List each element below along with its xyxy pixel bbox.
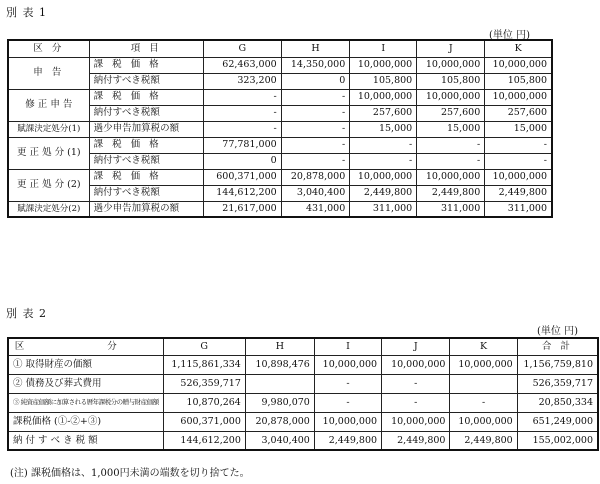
header-cell: H bbox=[281, 40, 350, 57]
value-cell: 105,800 bbox=[417, 73, 485, 89]
value-cell: 9,980,070 bbox=[245, 393, 314, 412]
value-cell: - bbox=[417, 137, 485, 153]
section-cell: 賦課決定処分(2) bbox=[8, 201, 89, 217]
value-cell: 14,350,000 bbox=[281, 57, 350, 73]
table-row bbox=[8, 185, 552, 201]
value-cell: 431,000 bbox=[281, 201, 350, 217]
value-cell: 2,449,800 bbox=[382, 431, 450, 450]
value-cell: 10,898,476 bbox=[245, 355, 314, 374]
header-cell: I bbox=[350, 40, 417, 57]
value-cell: 15,000 bbox=[417, 121, 485, 137]
item-cell: 過少申告加算税の額 bbox=[89, 121, 203, 137]
value-cell: - bbox=[281, 89, 350, 105]
header-cell: J bbox=[382, 338, 450, 355]
table-row bbox=[8, 412, 598, 431]
item-cell: 課 税 価 格 bbox=[89, 57, 203, 73]
annex2-table bbox=[7, 337, 599, 451]
value-cell: - bbox=[281, 137, 350, 153]
value-cell: 257,600 bbox=[350, 105, 417, 121]
value-cell: - bbox=[281, 105, 350, 121]
value-cell: 3,040,400 bbox=[245, 431, 314, 450]
value-cell: 526,359,717 bbox=[517, 374, 598, 393]
header-cell: K bbox=[485, 40, 552, 57]
header-cell: K bbox=[450, 338, 517, 355]
value-cell: - bbox=[450, 393, 517, 412]
table-row bbox=[8, 355, 598, 374]
item-cell: 納付すべき税額 bbox=[89, 153, 203, 169]
header-cell: H bbox=[245, 338, 314, 355]
value-cell: 311,000 bbox=[485, 201, 552, 217]
value-cell: 15,000 bbox=[485, 121, 552, 137]
value-cell: - bbox=[382, 393, 450, 412]
value-cell: 1,156,759,810 bbox=[517, 355, 598, 374]
annex2-header-row bbox=[8, 338, 598, 355]
value-cell: 10,000,000 bbox=[485, 169, 552, 185]
item-cell: 課 税 価 格 bbox=[89, 89, 203, 105]
table-row bbox=[8, 431, 598, 450]
value-cell: 323,200 bbox=[203, 73, 281, 89]
value-cell: 20,878,000 bbox=[281, 169, 350, 185]
value-cell: - bbox=[281, 121, 350, 137]
annex2-title: 別 表 2 bbox=[6, 307, 47, 320]
value-cell: 1,115,861,334 bbox=[163, 355, 245, 374]
value-cell: 10,000,000 bbox=[382, 355, 450, 374]
value-cell: 21,617,000 bbox=[203, 201, 281, 217]
value-cell: 10,870,264 bbox=[163, 393, 245, 412]
value-cell: 62,463,000 bbox=[203, 57, 281, 73]
header-cell: 項 目 bbox=[89, 40, 203, 57]
table-row bbox=[8, 374, 598, 393]
value-cell: 105,800 bbox=[350, 73, 417, 89]
value-cell: - bbox=[314, 393, 381, 412]
table-row bbox=[8, 169, 552, 185]
value-cell: 0 bbox=[281, 73, 350, 89]
annex1-unit: (単位 円) bbox=[489, 30, 530, 41]
value-cell: - bbox=[350, 137, 417, 153]
value-cell: 10,000,000 bbox=[450, 412, 517, 431]
value-cell: - bbox=[485, 153, 552, 169]
value-cell: - bbox=[203, 105, 281, 121]
table-row bbox=[8, 393, 598, 412]
value-cell: - bbox=[203, 89, 281, 105]
item-cell: 納付すべき税額 bbox=[89, 105, 203, 121]
value-cell: 77,781,000 bbox=[203, 137, 281, 153]
row-label: ② 債務及び葬式費用 bbox=[8, 374, 163, 393]
section-cell: 賦課決定処分(1) bbox=[8, 121, 89, 137]
header-cell: 合 計 bbox=[517, 338, 598, 355]
row-label: 課税価格 (①-②+③) bbox=[8, 412, 163, 431]
value-cell: 257,600 bbox=[417, 105, 485, 121]
table-row bbox=[8, 137, 552, 153]
value-cell: 311,000 bbox=[417, 201, 485, 217]
value-cell: 257,600 bbox=[485, 105, 552, 121]
value-cell: - bbox=[350, 153, 417, 169]
row-label: ③ 純資産価額に加算される暦年課税分の贈与財産価額 bbox=[8, 393, 163, 412]
annex1-header-row bbox=[8, 40, 552, 57]
value-cell: 144,612,200 bbox=[163, 431, 245, 450]
header-cell: 区 分 bbox=[8, 40, 89, 57]
table-row bbox=[8, 89, 552, 105]
value-cell: - bbox=[314, 374, 381, 393]
section-cell: 申 告 bbox=[8, 57, 89, 89]
value-cell: 10,000,000 bbox=[485, 89, 552, 105]
item-cell: 納付すべき税額 bbox=[89, 185, 203, 201]
value-cell: 2,449,800 bbox=[314, 431, 381, 450]
value-cell: 10,000,000 bbox=[350, 169, 417, 185]
header-cell: J bbox=[417, 40, 485, 57]
value-cell: 10,000,000 bbox=[450, 355, 517, 374]
value-cell: 526,359,717 bbox=[163, 374, 245, 393]
value-cell bbox=[245, 374, 314, 393]
footnote: (注) 課税価格は、1,000円未満の端数を切り捨てた。 bbox=[10, 468, 250, 479]
section-cell: 更 正 処 分 (2) bbox=[8, 169, 89, 201]
value-cell: 20,878,000 bbox=[245, 412, 314, 431]
value-cell: 20,850,334 bbox=[517, 393, 598, 412]
value-cell: 2,449,800 bbox=[350, 185, 417, 201]
table-row bbox=[8, 201, 552, 217]
value-cell: 2,449,800 bbox=[485, 185, 552, 201]
value-cell: 105,800 bbox=[485, 73, 552, 89]
value-cell: 15,000 bbox=[350, 121, 417, 137]
value-cell: 311,000 bbox=[350, 201, 417, 217]
value-cell: 155,002,000 bbox=[517, 431, 598, 450]
value-cell: - bbox=[281, 153, 350, 169]
item-cell: 過少申告加算税の額 bbox=[89, 201, 203, 217]
header-cell: G bbox=[163, 338, 245, 355]
item-cell: 課 税 価 格 bbox=[89, 169, 203, 185]
section-cell: 修 正 申 告 bbox=[8, 89, 89, 121]
header-cell: I bbox=[314, 338, 381, 355]
value-cell: 10,000,000 bbox=[382, 412, 450, 431]
value-cell: 2,449,800 bbox=[417, 185, 485, 201]
value-cell: 10,000,000 bbox=[350, 89, 417, 105]
section-cell: 更 正 処 分 (1) bbox=[8, 137, 89, 169]
value-cell: 2,449,800 bbox=[450, 431, 517, 450]
value-cell: 10,000,000 bbox=[485, 57, 552, 73]
value-cell: 600,371,000 bbox=[163, 412, 245, 431]
row-label: ① 取得財産の価額 bbox=[8, 355, 163, 374]
value-cell: - bbox=[382, 374, 450, 393]
item-cell: 課 税 価 格 bbox=[89, 137, 203, 153]
item-cell: 納付すべき税額 bbox=[89, 73, 203, 89]
table-row bbox=[8, 57, 552, 73]
value-cell: 3,040,400 bbox=[281, 185, 350, 201]
table-row bbox=[8, 121, 552, 137]
value-cell: 10,000,000 bbox=[314, 412, 381, 431]
value-cell: 10,000,000 bbox=[314, 355, 381, 374]
row-label: 納 付 す べ き 税 額 bbox=[8, 431, 163, 450]
value-cell: 600,371,000 bbox=[203, 169, 281, 185]
value-cell: 10,000,000 bbox=[417, 169, 485, 185]
header-cell: 区 分 bbox=[8, 338, 163, 355]
value-cell: 10,000,000 bbox=[417, 89, 485, 105]
table-row bbox=[8, 153, 552, 169]
table-row bbox=[8, 105, 552, 121]
value-cell: - bbox=[485, 137, 552, 153]
value-cell: 10,000,000 bbox=[350, 57, 417, 73]
value-cell bbox=[450, 374, 517, 393]
value-cell: 144,612,200 bbox=[203, 185, 281, 201]
annex1-table bbox=[7, 39, 553, 218]
header-cell: G bbox=[203, 40, 281, 57]
annex2-unit: (単位 円) bbox=[537, 326, 578, 337]
value-cell: 10,000,000 bbox=[417, 57, 485, 73]
value-cell: 0 bbox=[203, 153, 281, 169]
value-cell: 651,249,000 bbox=[517, 412, 598, 431]
annex1-title: 別 表 1 bbox=[6, 6, 47, 19]
table-row bbox=[8, 73, 552, 89]
value-cell: - bbox=[417, 153, 485, 169]
value-cell: - bbox=[203, 121, 281, 137]
